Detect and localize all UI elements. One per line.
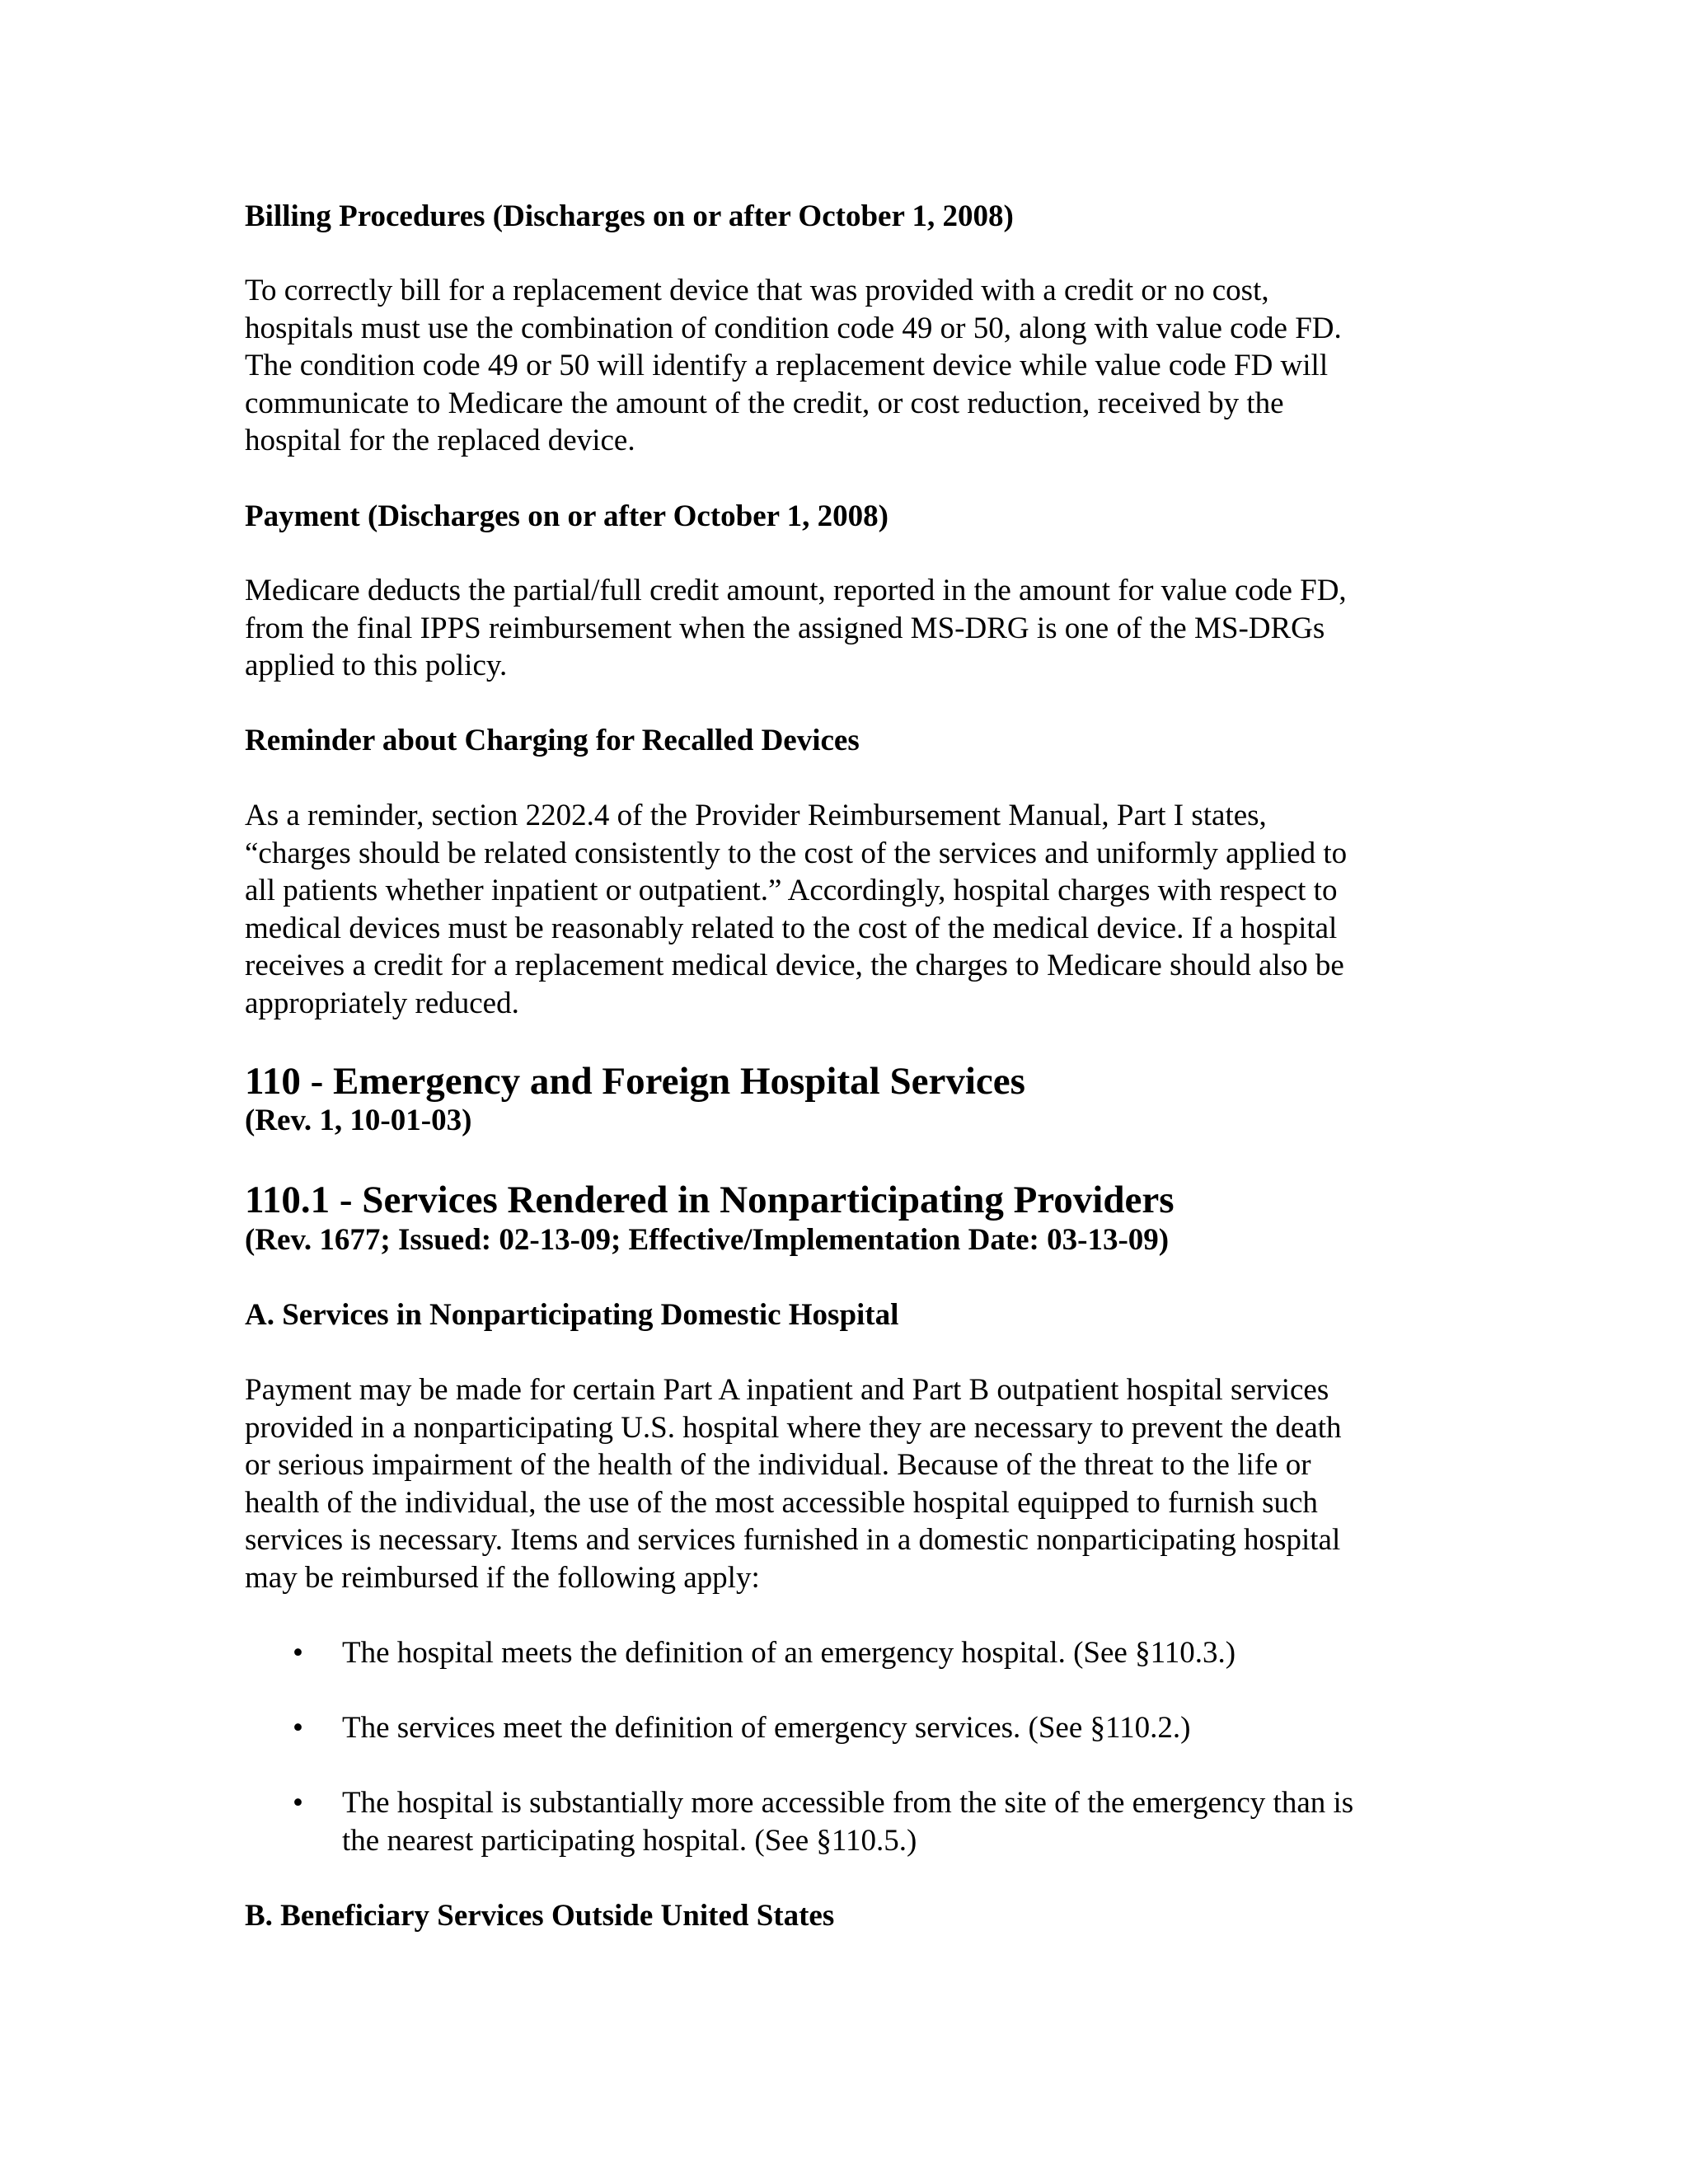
section-110-revision: (Rev. 1, 10-01-03): [245, 1104, 472, 1137]
subsection-b-heading: B. Beneficiary Services Outside United States: [245, 1899, 835, 1933]
subsection-a-heading: A. Services in Nonparticipating Domestic Hospital: [245, 1298, 899, 1332]
paragraph-line: medical devices must be reasonably related to the cost of the medical device. If a hospital: [245, 911, 1338, 945]
paragraph-line: “charges should be related consistently to the cost of the services and uniformly applied to: [245, 836, 1348, 870]
paragraph-line: all patients whether inpatient or outpatient.” Accordingly, hospital charges with respect to: [245, 874, 1338, 907]
paragraph-line: hospital for the replaced device.: [245, 424, 635, 457]
paragraph-line: Payment may be made for certain Part A inpatient and Part B outpatient hospital services: [245, 1373, 1329, 1407]
billing-procedures-paragraph: [245, 272, 1448, 460]
bullet-line: The services meet the definition of emergency services. (See §110.2.): [342, 1711, 1191, 1745]
bullet-item: [342, 1709, 1463, 1747]
payment-heading: Payment (Discharges on or after October 1, 2008): [245, 499, 889, 533]
paragraph-line: Medicare deducts the partial/full credit amount, reported in the amount for value code FD,: [245, 574, 1347, 607]
paragraph-line: provided in a nonparticipating U.S. hospital where they are necessary to prevent the death: [245, 1410, 1342, 1445]
paragraph-line: communicate to Medicare the amount of the credit, or cost reduction, received by the: [245, 386, 1284, 420]
bullet-line: The hospital meets the definition of an emergency hospital. (See §110.3.): [342, 1636, 1236, 1670]
bullet-line: the nearest participating hospital. (See §110.5.): [342, 1823, 917, 1858]
paragraph-line: may be reimbursed if the following apply:: [245, 1560, 760, 1595]
section-110-title: 110 - Emergency and Foreign Hospital Services: [245, 1060, 1025, 1103]
paragraph-line: services is necessary. Items and services furnished in a domestic nonparticipating hospital: [245, 1523, 1341, 1557]
section-110-1-revision: (Rev. 1677; Issued: 02-13-09; Effective/Implementation Date: 03-13-09): [245, 1223, 1170, 1257]
subsection-a-paragraph: [245, 1371, 1448, 1596]
paragraph-line: hospitals must use the combination of condition code 49 or 50, along with value code FD.: [245, 311, 1342, 345]
bullet-line: The hospital is substantially more accessible from the site of the emergency than is: [342, 1786, 1354, 1820]
reminder-heading: Reminder about Charging for Recalled Devices: [245, 724, 860, 757]
bullet-item: [342, 1634, 1463, 1672]
bullet-marker: •: [293, 1711, 303, 1745]
paragraph-line: The condition code 49 or 50 will identify a replacement device while value code FD will: [245, 349, 1329, 382]
section-110-1-title: 110.1 - Services Rendered in Nonparticipating Providers: [245, 1179, 1175, 1221]
bullet-marker: •: [293, 1786, 303, 1820]
paragraph-line: To correctly bill for a replacement device that was provided with a credit or no cost,: [245, 274, 1269, 307]
paragraph-line: appropriately reduced.: [245, 986, 519, 1020]
paragraph-line: As a reminder, section 2202.4 of the Provider Reimbursement Manual, Part I states,: [245, 799, 1267, 832]
billing-procedures-heading: Billing Procedures (Discharges on or after October 1, 2008): [245, 199, 1014, 233]
paragraph-line: health of the individual, the use of the most accessible hospital equipped to furnish such: [245, 1485, 1318, 1520]
payment-paragraph: [245, 572, 1448, 685]
reminder-paragraph: [245, 797, 1448, 1022]
paragraph-line: receives a credit for a replacement medical device, the charges to Medicare should also be: [245, 949, 1344, 982]
paragraph-line: or serious impairment of the health of the individual. Because of the threat to the life or: [245, 1448, 1311, 1482]
bullet-marker: •: [293, 1636, 303, 1670]
paragraph-line: applied to this policy.: [245, 649, 508, 682]
paragraph-line: from the final IPPS reimbursement when the assigned MS-DRG is one of the MS-DRGs: [245, 611, 1325, 645]
bullet-item: [342, 1784, 1463, 1859]
